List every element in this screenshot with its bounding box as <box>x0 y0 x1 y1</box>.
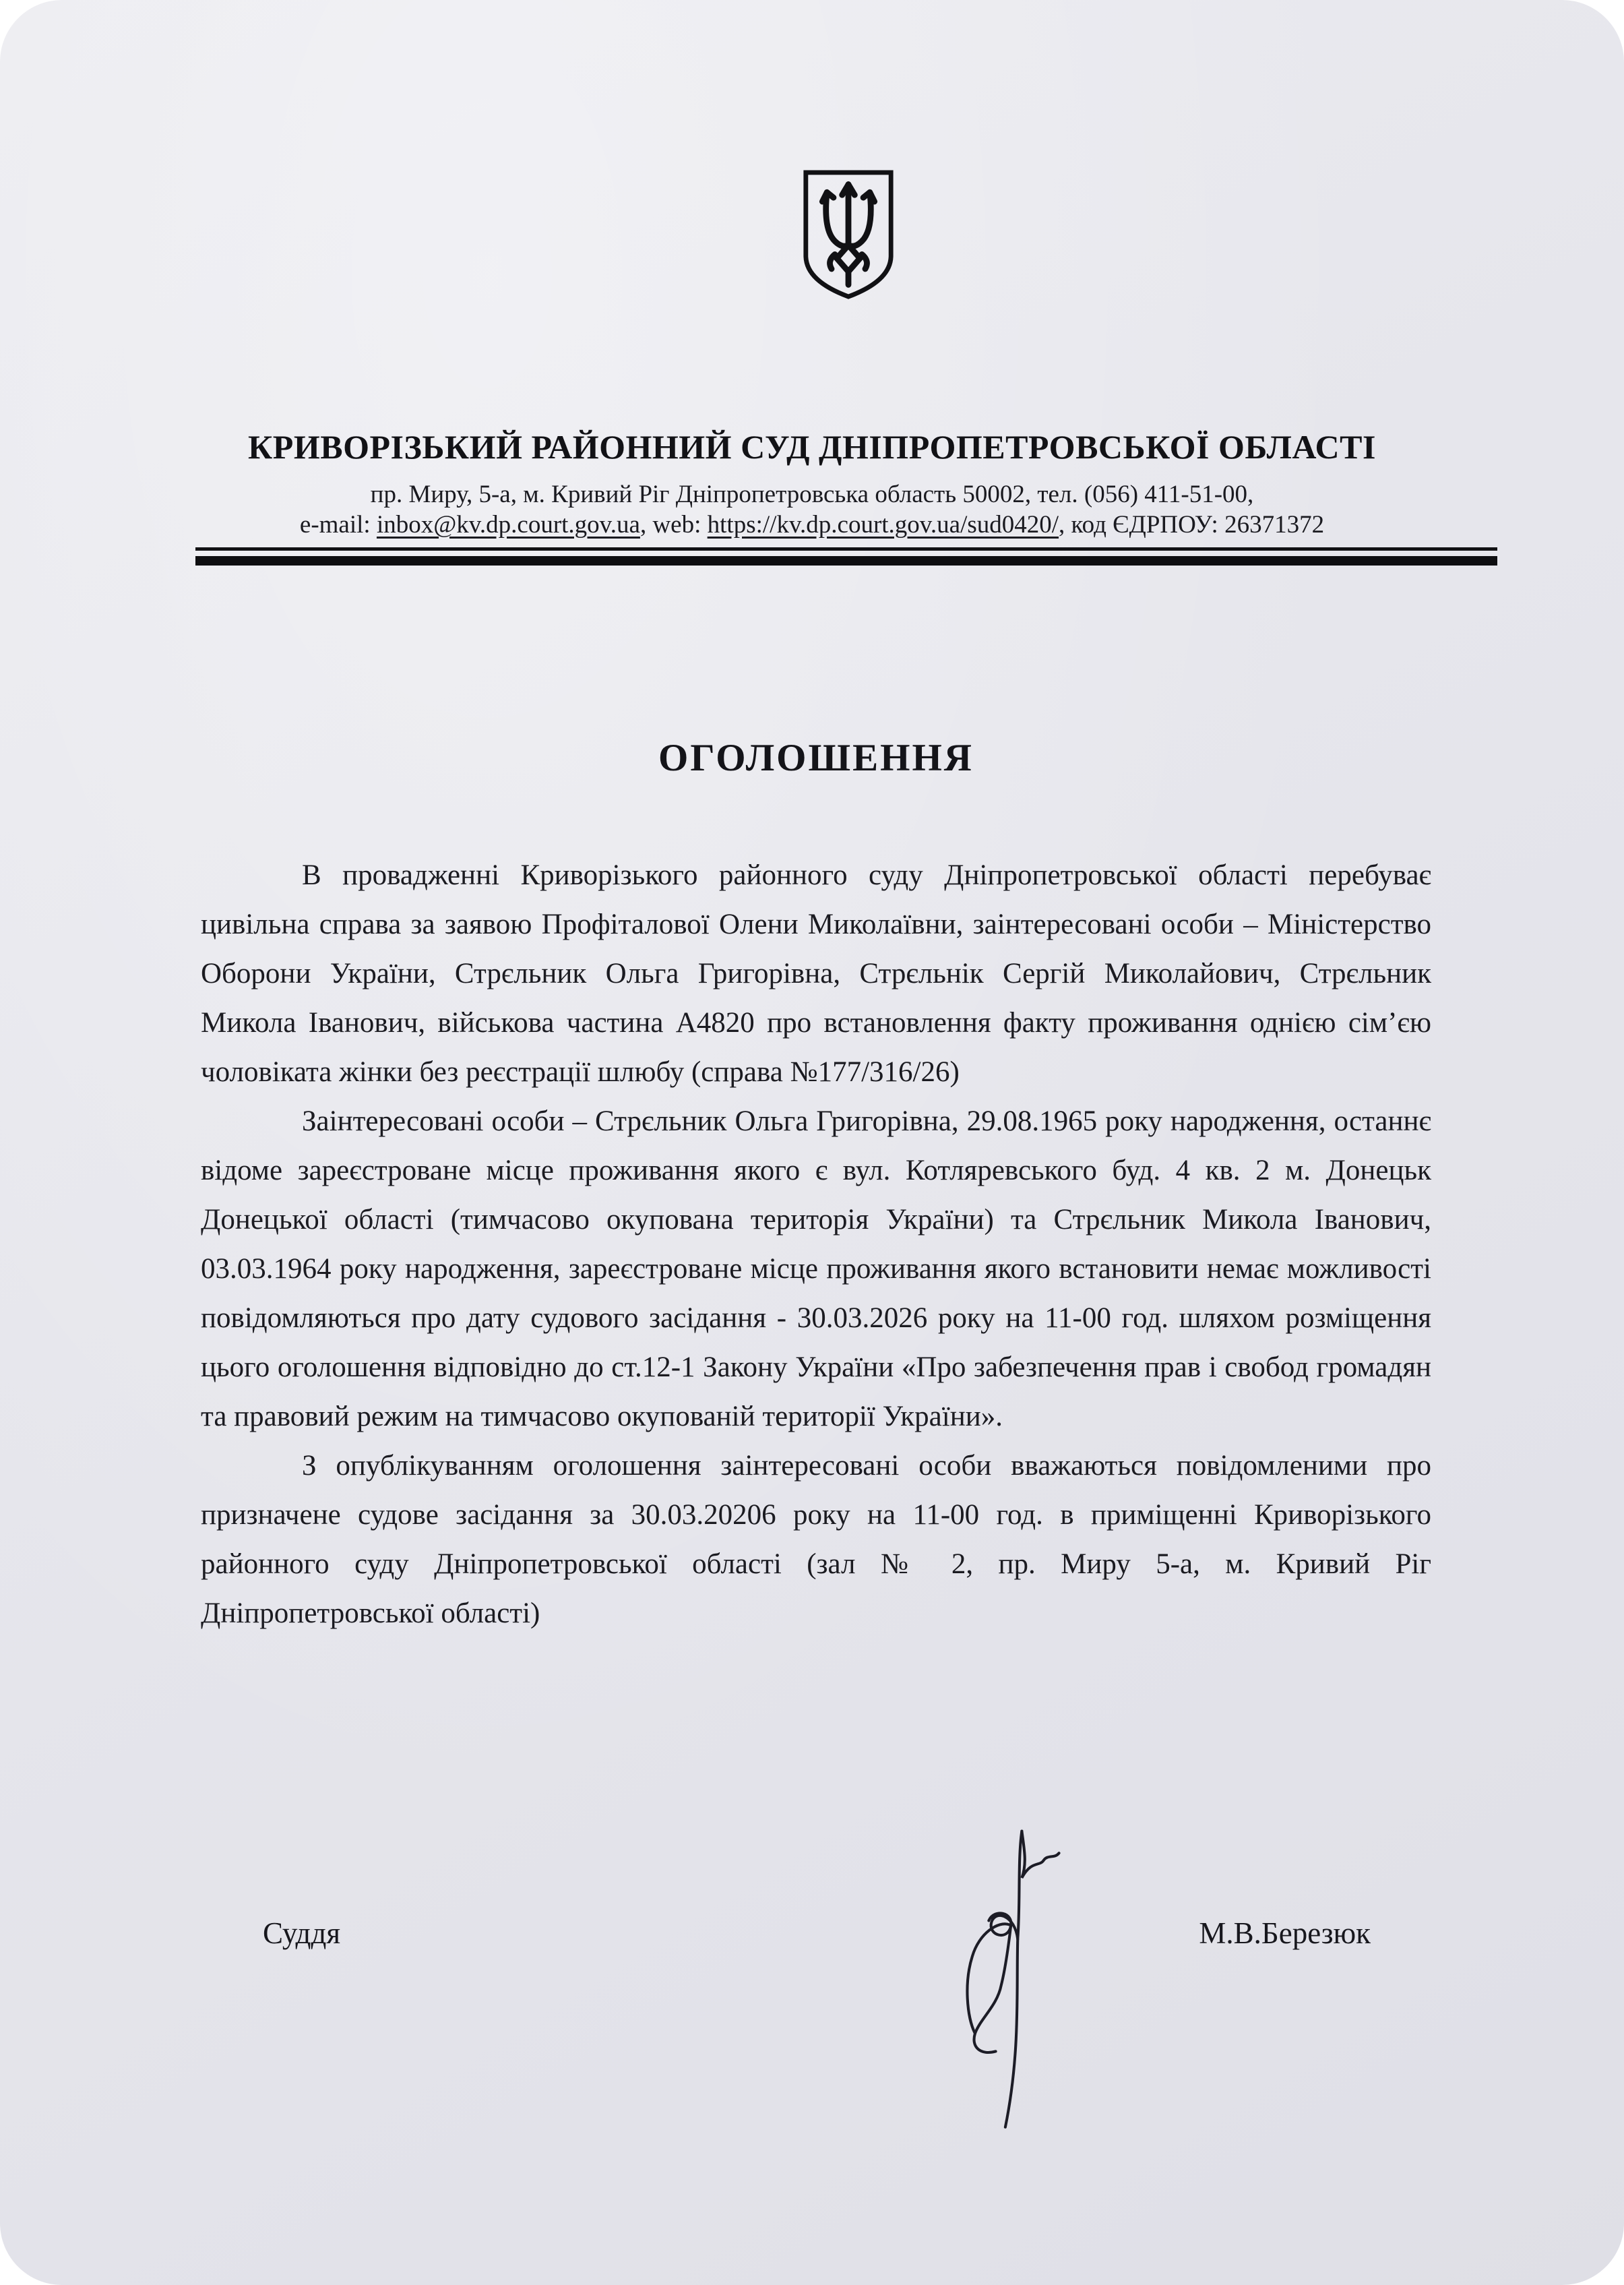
court-address-line: пр. Миру, 5-а, м. Кривий Ріг Дніпропетровська область 50002, тел. (056) 411-51-00, <box>370 481 1254 508</box>
paragraph-publication-notice: З опублікуванням оголошення заінтересовані особи вважаються повідомленими про призначене судове засідання за 30.03.20206 року на 11-00 год. в приміщенні Криворізького районного суду Дніпропетровської області (зал № 2, пр. Миру 5-а, м. Кривий Ріг Дніпропетровської області) <box>201 1450 1431 1629</box>
edrpou-code: , код ЄДРПОУ: 26371372 <box>1059 511 1325 539</box>
signature-row <box>202 1916 1430 1951</box>
header-divider-thick-line <box>195 556 1497 566</box>
paragraph-interested-persons: Заінтересовані особи – Стрєльник Ольга Григорівна, 29.08.1965 року народження, останнє відоме зареєстроване місце проживання якого є вул. Котляревського буд. 4 кв. 2 м. Донецьк Донецької області (тимчасово окупована територія України) та Стрєльник Микола Іванович, 03.03.1964 року народження, зареєстроване місце проживання якого встановити немає можливості повідомляються про дату судового засідання - 30.03.2026 року на 11-00 год. шляхом розміщення цього оголошення відповідно до ст.12-1 Закону України «Про забезпечення прав і свобод громадян та правовий режим на тимчасово окупованій території України». <box>201 1105 1431 1432</box>
email-label: e-mail: <box>299 511 377 539</box>
announcement-body <box>201 851 1431 1638</box>
header-divider-thin-line <box>195 547 1497 551</box>
announcement-heading: ОГОЛОШЕННЯ <box>658 737 974 779</box>
email-value: inbox@kv.dp.court.gov.ua <box>376 511 640 539</box>
judge-name: М.В.Березюк <box>1199 1916 1371 1950</box>
court-name-title: КРИВОРІЗЬКИЙ РАЙОННИЙ СУД ДНІПРОПЕТРОВСЬКОЇ ОБЛАСТІ <box>248 428 1376 466</box>
web-url-value: https://kv.dp.court.gov.ua/sud0420/ <box>707 511 1059 539</box>
court-contact-line <box>0 510 1624 539</box>
handwritten-signature <box>938 1812 1081 2135</box>
judge-role-label: Суддя <box>263 1916 341 1950</box>
web-label: , web: <box>639 511 708 539</box>
paragraph-case-intro: В провадженні Криворізького районного суду Дніпропетровської області перебуває цивільна справа за заявою Профіталової Олени Миколаївни, заінтересовані особи – Міністерство Оборони України, Стрєльник Ольга Григорівна, Стрєльнік Сергій Миколайович, Стрєльник Микола Іванович, військова частина А4820 про встановлення факту проживання однією сім’єю чоловіката жінки без реєстрації шлюбу (справа №177/316/26) <box>201 859 1431 1088</box>
ukraine-trident-icon <box>801 169 896 301</box>
